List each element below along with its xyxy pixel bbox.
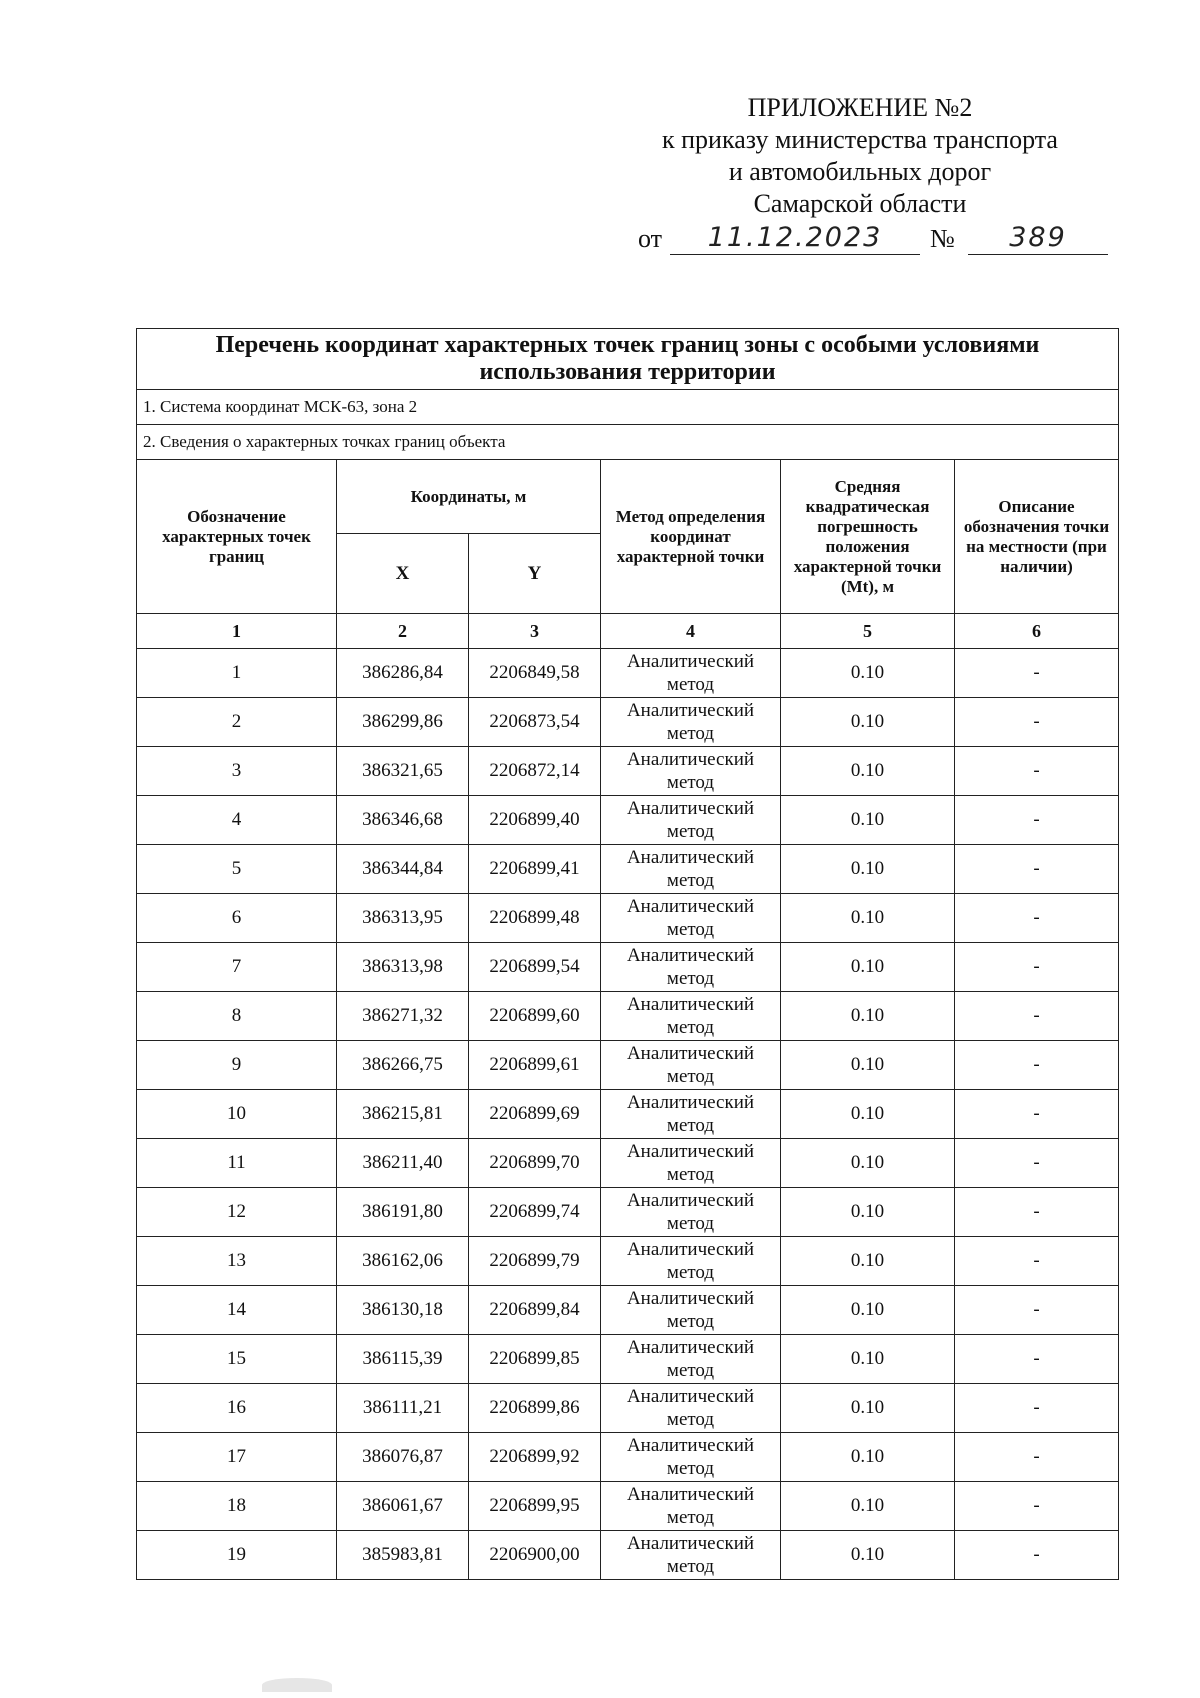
- table-row: [137, 1531, 1119, 1580]
- method-text: метод: [666, 821, 715, 842]
- header-error: Средняя квадратическая погрешность положения характерной точки (Mt), м: [781, 460, 955, 614]
- method-text: Аналитический: [626, 1386, 755, 1407]
- x-coordinate: 385983,81: [337, 1531, 469, 1580]
- x-coordinate: 386271,32: [337, 992, 469, 1041]
- method-text: Аналитический: [626, 1484, 755, 1505]
- mt-error: 0.10: [781, 1188, 955, 1237]
- point-description: -: [955, 1384, 1119, 1433]
- mt-error: 0.10: [781, 1335, 955, 1384]
- table-row: [137, 1335, 1119, 1384]
- y-coordinate: 2206899,85: [469, 1335, 601, 1384]
- y-coordinate: 2206899,69: [469, 1090, 601, 1139]
- point-number: 19: [137, 1531, 337, 1580]
- point-description: -: [955, 894, 1119, 943]
- mt-error: 0.10: [781, 845, 955, 894]
- method-text: метод: [666, 674, 715, 695]
- header-description: Описание обозначения точки на местности (при наличии): [955, 460, 1119, 614]
- method-text: метод: [666, 1409, 715, 1430]
- mt-error: 0.10: [781, 1482, 955, 1531]
- y-coordinate: 2206873,54: [469, 698, 601, 747]
- y-coordinate: 2206899,40: [469, 796, 601, 845]
- method-text: метод: [666, 1360, 715, 1381]
- method-text: метод: [666, 1311, 715, 1332]
- mt-error: 0.10: [781, 796, 955, 845]
- appendix-title: ПРИЛОЖЕНИЕ №2: [747, 93, 973, 122]
- header-y: Y: [469, 534, 601, 614]
- table-row: [137, 747, 1119, 796]
- faded-stamp-fragment: [262, 1678, 332, 1692]
- mt-error: 0.10: [781, 747, 955, 796]
- coordinates-table: [136, 328, 1119, 1580]
- table-row: [137, 1090, 1119, 1139]
- mt-error: 0.10: [781, 1139, 955, 1188]
- method-text: метод: [666, 1507, 715, 1528]
- table-row: [137, 1041, 1119, 1090]
- method: [601, 1286, 781, 1335]
- column-number: 5: [781, 614, 955, 649]
- x-coordinate: 386115,39: [337, 1335, 469, 1384]
- point-number: 14: [137, 1286, 337, 1335]
- y-coordinate: 2206899,60: [469, 992, 601, 1041]
- point-number: 18: [137, 1482, 337, 1531]
- method-text: Аналитический: [626, 700, 755, 721]
- column-number: 2: [337, 614, 469, 649]
- point-description: -: [955, 1041, 1119, 1090]
- table-title: Перечень координат характерных точек границ зоны с особыми условиями использования территории: [137, 329, 1119, 390]
- table-row: [137, 992, 1119, 1041]
- mt-error: 0.10: [781, 698, 955, 747]
- column-number: 6: [955, 614, 1119, 649]
- order-date-line: [638, 222, 1078, 256]
- method: [601, 1531, 781, 1580]
- table-row: [137, 943, 1119, 992]
- y-coordinate: 2206899,86: [469, 1384, 601, 1433]
- mt-error: 0.10: [781, 1041, 955, 1090]
- points-info-line: 2. Сведения о характерных точках границ объекта: [137, 425, 1119, 460]
- method-text: Аналитический: [626, 945, 755, 966]
- method-text: метод: [666, 1213, 715, 1234]
- method-text: Аналитический: [626, 1043, 755, 1064]
- point-number: 16: [137, 1384, 337, 1433]
- order-number-handwritten: 389: [968, 222, 1108, 255]
- point-description: -: [955, 796, 1119, 845]
- mt-error: 0.10: [781, 649, 955, 698]
- method: [601, 1482, 781, 1531]
- x-coordinate: 386076,87: [337, 1433, 469, 1482]
- date-prefix: от: [638, 224, 663, 253]
- point-number: 6: [137, 894, 337, 943]
- point-number: 4: [137, 796, 337, 845]
- method-text: метод: [666, 772, 715, 793]
- mt-error: 0.10: [781, 992, 955, 1041]
- y-coordinate: 2206900,00: [469, 1531, 601, 1580]
- method-text: Аналитический: [626, 1533, 755, 1554]
- mt-error: 0.10: [781, 1237, 955, 1286]
- appendix-header: [600, 92, 1120, 220]
- method: [601, 698, 781, 747]
- point-number: 11: [137, 1139, 337, 1188]
- point-description: -: [955, 1139, 1119, 1188]
- method: [601, 649, 781, 698]
- method: [601, 1188, 781, 1237]
- method: [601, 845, 781, 894]
- y-coordinate: 2206899,92: [469, 1433, 601, 1482]
- x-coordinate: 386313,95: [337, 894, 469, 943]
- header-coordinates: Координаты, м: [337, 460, 601, 534]
- method: [601, 1237, 781, 1286]
- method-text: метод: [666, 919, 715, 940]
- method: [601, 1090, 781, 1139]
- method-text: Аналитический: [626, 1337, 755, 1358]
- table-row: [137, 1237, 1119, 1286]
- point-number: 9: [137, 1041, 337, 1090]
- table-row: [137, 845, 1119, 894]
- method: [601, 943, 781, 992]
- method-text: метод: [666, 1115, 715, 1136]
- method-text: метод: [666, 1164, 715, 1185]
- x-coordinate: 386313,98: [337, 943, 469, 992]
- method-text: Аналитический: [626, 994, 755, 1015]
- method: [601, 796, 781, 845]
- point-number: 13: [137, 1237, 337, 1286]
- table-row: [137, 698, 1119, 747]
- point-description: -: [955, 1482, 1119, 1531]
- point-description: -: [955, 1237, 1119, 1286]
- column-numbers-row: [137, 614, 1119, 649]
- x-coordinate: 386061,67: [337, 1482, 469, 1531]
- point-number: 1: [137, 649, 337, 698]
- y-coordinate: 2206899,95: [469, 1482, 601, 1531]
- method-text: метод: [666, 1262, 715, 1283]
- x-coordinate: 386321,65: [337, 747, 469, 796]
- x-coordinate: 386346,68: [337, 796, 469, 845]
- table-row: [137, 1188, 1119, 1237]
- x-coordinate: 386130,18: [337, 1286, 469, 1335]
- x-coordinate: 386162,06: [337, 1237, 469, 1286]
- number-prefix: №: [930, 224, 955, 253]
- appendix-ministry-line: и автомобильных дорог: [728, 157, 992, 186]
- table-row: [137, 894, 1119, 943]
- table-row: [137, 1482, 1119, 1531]
- method: [601, 1433, 781, 1482]
- y-coordinate: 2206899,74: [469, 1188, 601, 1237]
- x-coordinate: 386215,81: [337, 1090, 469, 1139]
- header-designation: Обозначение характерных точек границ: [137, 460, 337, 614]
- point-description: -: [955, 698, 1119, 747]
- method-text: Аналитический: [626, 798, 755, 819]
- order-date-handwritten: 11.12.2023: [670, 222, 920, 255]
- y-coordinate: 2206899,84: [469, 1286, 601, 1335]
- method: [601, 1041, 781, 1090]
- method-text: Аналитический: [626, 1190, 755, 1211]
- mt-error: 0.10: [781, 943, 955, 992]
- method-text: Аналитический: [626, 1288, 755, 1309]
- table-row: [137, 1286, 1119, 1335]
- mt-error: 0.10: [781, 1384, 955, 1433]
- mt-error: 0.10: [781, 1531, 955, 1580]
- method: [601, 1384, 781, 1433]
- mt-error: 0.10: [781, 1433, 955, 1482]
- mt-error: 0.10: [781, 1286, 955, 1335]
- x-coordinate: 386286,84: [337, 649, 469, 698]
- header-x: X: [337, 534, 469, 614]
- point-description: -: [955, 943, 1119, 992]
- x-coordinate: 386344,84: [337, 845, 469, 894]
- y-coordinate: 2206899,79: [469, 1237, 601, 1286]
- coordinates-rows: [137, 649, 1119, 1580]
- table-row: [137, 1384, 1119, 1433]
- method-text: Аналитический: [626, 749, 755, 770]
- appendix-order-line: к приказу министерства транспорта: [662, 125, 1058, 154]
- method-text: Аналитический: [626, 1435, 755, 1456]
- x-coordinate: 386111,21: [337, 1384, 469, 1433]
- point-number: 2: [137, 698, 337, 747]
- method-text: метод: [666, 1458, 715, 1479]
- y-coordinate: 2206899,54: [469, 943, 601, 992]
- mt-error: 0.10: [781, 894, 955, 943]
- method-text: метод: [666, 1556, 715, 1577]
- y-coordinate: 2206872,14: [469, 747, 601, 796]
- y-coordinate: 2206899,41: [469, 845, 601, 894]
- header-method: Метод определения координат характерной точки: [601, 460, 781, 614]
- point-description: -: [955, 747, 1119, 796]
- y-coordinate: 2206899,61: [469, 1041, 601, 1090]
- point-number: 10: [137, 1090, 337, 1139]
- point-number: 17: [137, 1433, 337, 1482]
- column-number: 4: [601, 614, 781, 649]
- x-coordinate: 386211,40: [337, 1139, 469, 1188]
- point-number: 3: [137, 747, 337, 796]
- method: [601, 747, 781, 796]
- point-number: 5: [137, 845, 337, 894]
- method-text: Аналитический: [626, 896, 755, 917]
- point-description: -: [955, 649, 1119, 698]
- y-coordinate: 2206899,70: [469, 1139, 601, 1188]
- appendix-region-line: Самарской области: [753, 189, 967, 218]
- table-row: [137, 649, 1119, 698]
- method-text: Аналитический: [626, 1239, 755, 1260]
- x-coordinate: 386191,80: [337, 1188, 469, 1237]
- method: [601, 1139, 781, 1188]
- method-text: Аналитический: [626, 1092, 755, 1113]
- method-text: метод: [666, 1017, 715, 1038]
- method-text: метод: [666, 723, 715, 744]
- method-text: Аналитический: [626, 651, 755, 672]
- coordinate-system-line: 1. Система координат МСК-63, зона 2: [137, 390, 1119, 425]
- column-number: 1: [137, 614, 337, 649]
- column-number: 3: [469, 614, 601, 649]
- table-row: [137, 796, 1119, 845]
- method: [601, 894, 781, 943]
- method-text: метод: [666, 1066, 715, 1087]
- method-text: метод: [666, 968, 715, 989]
- method: [601, 992, 781, 1041]
- point-description: -: [955, 1433, 1119, 1482]
- table-row: [137, 1139, 1119, 1188]
- point-description: -: [955, 1286, 1119, 1335]
- point-description: -: [955, 1531, 1119, 1580]
- method-text: метод: [666, 870, 715, 891]
- x-coordinate: 386266,75: [337, 1041, 469, 1090]
- point-description: -: [955, 845, 1119, 894]
- point-number: 12: [137, 1188, 337, 1237]
- point-number: 15: [137, 1335, 337, 1384]
- method-text: Аналитический: [626, 847, 755, 868]
- point-description: -: [955, 1090, 1119, 1139]
- x-coordinate: 386299,86: [337, 698, 469, 747]
- point-description: -: [955, 992, 1119, 1041]
- method: [601, 1335, 781, 1384]
- mt-error: 0.10: [781, 1090, 955, 1139]
- table-row: [137, 1433, 1119, 1482]
- y-coordinate: 2206849,58: [469, 649, 601, 698]
- method-text: Аналитический: [626, 1141, 755, 1162]
- y-coordinate: 2206899,48: [469, 894, 601, 943]
- point-description: -: [955, 1188, 1119, 1237]
- point-description: -: [955, 1335, 1119, 1384]
- point-number: 7: [137, 943, 337, 992]
- point-number: 8: [137, 992, 337, 1041]
